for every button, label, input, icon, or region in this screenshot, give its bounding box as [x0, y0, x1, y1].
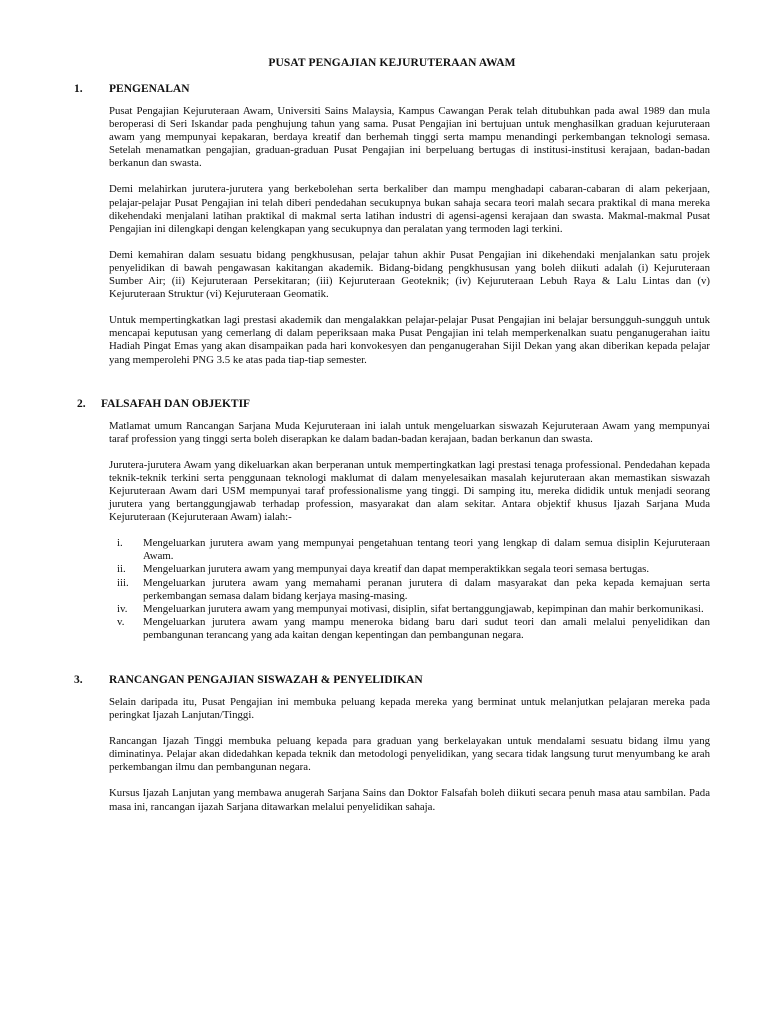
section-body [74, 105, 710, 367]
section-heading [74, 674, 710, 686]
document-title: PUSAT PENGAJIAN KEJURUTERAAN AWAM [268, 57, 516, 69]
list-item [109, 577, 710, 603]
list-numeral: ii. [117, 563, 126, 576]
list-text: Mengeluarkan jurutera awam yang mempunyai daya kreatif dan dapat memperaktikkan segala teori semasa bertugas. [143, 563, 650, 576]
paragraph: Rancangan Ijazah Tinggi membuka peluang kepada para graduan yang berkelayakan untuk mendalami sesuatu bidang ilmu yang diminatinya. Pelajar akan didedahkan kepada teknik dan metodologi penyelidikan, yang secara tidak langsung turut menyumbang ke arah perkembangan ilmu dan pembangunan negara. [109, 735, 710, 774]
paragraph: Pusat Pengajian Kejuruteraan Awam, Universiti Sains Malaysia, Kampus Cawangan Perak telah ditubuhkan pada awal 1989 dan mula beroperasi di Seri Iskandar pada penghujung tahun yang sama. Pusat Pengajian ini bertujuan untuk menghasilkan graduan kejuruteraan awam yang mempunyai kepakaran, berdaya kreatif dan berhemah tinggi serta mampu menandingi perkembangan teknologi semasa. Setelah menamatkan pengajian, graduan-graduan Pusat Pengajian ini berpeluang bertugas di institusi-institusi kerajaan, badan-badan berkanun dan swasta. [109, 105, 710, 170]
list-item [109, 537, 710, 563]
paragraph: Untuk mempertingkatkan lagi prestasi akademik dan mengalakkan pelajar-pelajar Pusat Pengajian ini belajar bersungguh-sungguh untuk mencapai keputusan yang cemerlang di dalam peperiksaan maka Pusat Pengajian ini telah memperkenalkan suatu penganugerahan iaitu Hadiah Pingat Emas yang akan disampaikan pada hari konvokesyen dan penganugerahan Sijil Dekan yang akan diberikan kepada pelajar yang memperolehi PNG 3.5 ke atas pada tiap-tiap semester. [109, 314, 710, 366]
paragraph: Demi kemahiran dalam sesuatu bidang pengkhususan, pelajar tahun akhir Pusat Pengajian ini dikehendaki menjalankan satu projek penyelidikan di bawah pengawasan kakitangan akademik. Bidang-bidang pengkhususan yang boleh diikuti adalah (i) Kejuruteraan Sumber Air; (ii) Kejuruteraan Persekitaran; (iii) Kejuruteraan Geoteknik; (iv) Kejuruteraan Lebuh Raya & Lalu Lintas dan (v) Kejuruteraan Struktur (vi) Kejuruteraan Geomatik. [109, 248, 710, 301]
list-text: Mengeluarkan jurutera awam yang mempunyai motivasi, disiplin, sifat bertanggungjawab, kepimpinan dan mahir berkomunikasi. [143, 602, 704, 615]
section-body [74, 420, 710, 642]
list-numeral: iii. [117, 576, 129, 589]
paragraph: Matlamat umum Rancangan Sarjana Muda Kejuruteraan ini ialah untuk mengeluarkan siswazah Kejuruteraan Awam yang mempunyai taraf profession yang tinggi serta boleh diserapkan ke dalam badan-badan kerajaan, badan berkanun dan swasta. [109, 419, 710, 445]
list-numeral: i. [117, 537, 123, 550]
paragraph: Demi melahirkan jurutera-jurutera yang berkebolehan serta berkaliber dan mampu menghadapi cabaran-cabaran di alam pekerjaan, pelajar-pelajar Pusat Pengajian ini telah diberi pendedahan secukupnya bukan sahaja secara teori malah secara praktikal di mana mereka dikehendaki menjalani latihan praktikal di makmal serta latihan industri di agensi-agensi kerajaan dan swasta. Makmal-makmal Pusat Pengajian ini dilengkapi dengan kelengkapan yang secukupnya dan peralatan yang termoden lagi terkini. [109, 183, 710, 235]
list-numeral: v. [117, 615, 125, 628]
paragraph: Kursus Ijazah Lanjutan yang membawa anugerah Sarjana Sains dan Doktor Falsafah boleh diikuti secara penuh masa atau sambilan. Pada masa ini, rancangan ijazah Sarjana ditawarkan melalui penyelidikan sahaja. [109, 787, 710, 813]
section-number: 2. [77, 397, 86, 410]
list-text: Mengeluarkan jurutera awam yang mempunyai pengetahuan tentang teori yang lengkap di dalam semua disiplin Kejuruteraan Awam. [143, 537, 710, 563]
section-title: FALSAFAH DAN OBJEKTIF [101, 397, 251, 410]
section-title: PENGENALAN [109, 83, 190, 95]
list-text: Mengeluarkan jurutera awam yang mampu meneroka bidang baru dari sudut teori dan amali melalui penyelidikan dan pembangunan terancang yang ada kaitan dengan kepentingan dan pembangunan negara. [143, 615, 710, 641]
list-numeral: iv. [117, 602, 128, 615]
paragraph: Selain daripada itu, Pusat Pengajian ini membuka peluang kepada mereka yang berminat untuk melanjutkan pelajaran mereka pada peringkat Ijazah Lanjutan/Tinggi. [109, 696, 710, 722]
section-number: 1. [74, 83, 83, 95]
list-text: Mengeluarkan jurutera awam yang memahami peranan jurutera di dalam masyarakat dan peka kepada kemajuan serta perkembangan semasa dalam bidang kerjaya masing-masing. [143, 576, 710, 602]
section-body [74, 696, 710, 814]
section-heading [74, 398, 710, 410]
list-item [109, 563, 710, 576]
section-title: RANCANGAN PENGAJIAN SISWAZAH & PENYELIDIKAN [109, 674, 423, 686]
section-heading [74, 83, 710, 95]
list-item [109, 616, 710, 642]
section-number: 3. [74, 674, 83, 686]
objective-list [109, 537, 710, 642]
paragraph: Jurutera-jurutera Awam yang dikeluarkan akan berperanan untuk mempertingkatkan lagi prestasi tenaga professional. Pendedahan kepada teknik-teknik terkini serta penggunaan teknologi maklumat di dalam menyelesaikan masalah kejuruteraan akan memastikan siswazah Kejuruteraan Awam dari USM mempunyai taraf professionalisme yang tinggi. Di samping itu, mereka dididik untuk menjadi seorang jurutera yang bertanggungjawab terhadap profession, masyarakat dan alam sekitar. Antara objektif khusus Ijazah Sarjana Muda Kejuruteraan (Kejuruteraan Awam) ialah:- [109, 458, 710, 524]
list-item [109, 603, 710, 616]
